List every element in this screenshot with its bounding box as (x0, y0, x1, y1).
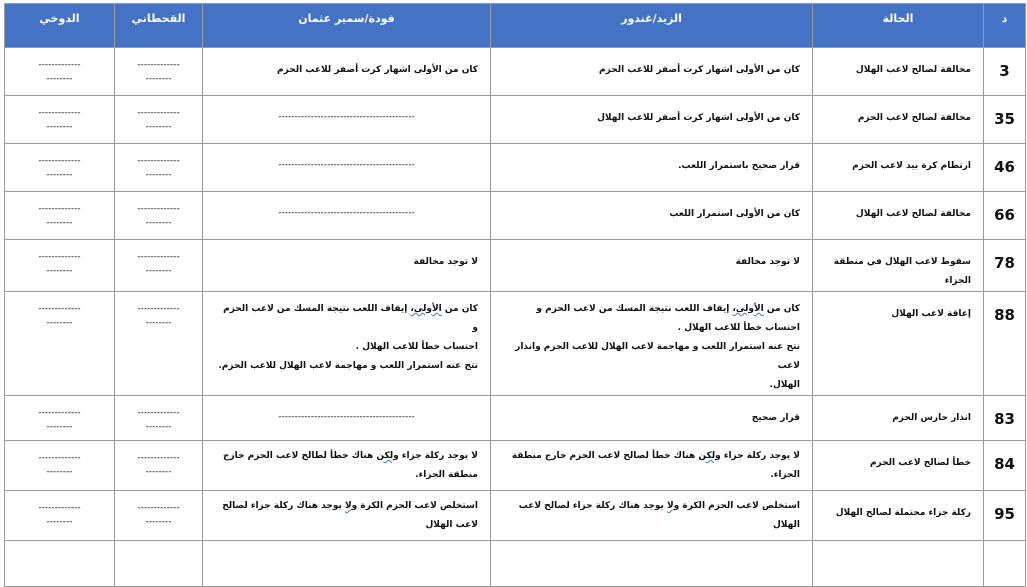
row-fouda: ------------------------------------------ (203, 144, 491, 192)
row-fouda: استخلص لاعب الحزم الكرة ولا يوجد هناك ركلة جزاء لصالح لاعب الهلال (203, 491, 491, 541)
header-zaid: الزيد/غندور (491, 4, 813, 48)
row-case: خطأ لصالح لاعب الحزم (813, 441, 984, 491)
decisions-table-wrapper (4, 3, 1025, 587)
row-fouda: كان من الأولى، إيقاف اللعب نتيجة المسك من لاعب الحزم و احتساب خطأ للاعب الهلال . نتج عنه استمرار اللعب و مهاجمة لاعب الهلال للاعب الحزم. (203, 292, 491, 396)
row-num: 66 (984, 192, 1026, 240)
row-zaid: استخلص لاعب الحزم الكرة ولا يوجد هناك ركلة جزاء لصالح لاعب الهلال (491, 491, 813, 541)
empty-cell (203, 541, 491, 587)
row-zaid: كان من الأولى استمرار اللعب (491, 192, 813, 240)
row-dosari: ------------- -------- (5, 396, 115, 441)
row-qahtani: ------------- -------- (115, 240, 203, 292)
table-row (5, 48, 1026, 96)
row-fouda: كان من الأولى اشهار كرت أصفر للاعب الحزم (203, 48, 491, 96)
row-num: 84 (984, 441, 1026, 491)
header-row (5, 4, 1026, 48)
row-fouda: ------------------------------------------ (203, 192, 491, 240)
row-num: 83 (984, 396, 1026, 441)
table-row (5, 491, 1026, 541)
row-dosari: ------------- -------- (5, 144, 115, 192)
row-dosari: ------------- -------- (5, 441, 115, 491)
row-dosari: ------------- -------- (5, 192, 115, 240)
row-zaid: كان من الأولى، إيقاف اللعب نتيجة المسك من لاعب الحزم و احتساب خطأ للاعب الهلال . نتج عنه استمرار اللعب و مهاجمة لاعب الهلال للاعب الحزم وانذار لاعب الهلال. (491, 292, 813, 396)
row-qahtani: ------------- -------- (115, 396, 203, 441)
header-num: د (984, 4, 1026, 48)
row-qahtani: ------------- -------- (115, 144, 203, 192)
row-zaid: لا يوجد ركلة جزاء ولكن هناك خطأ لصالح لاعب الحزم خارج منطقة الجزاء. (491, 441, 813, 491)
row-num: 88 (984, 292, 1026, 396)
table-row (5, 441, 1026, 491)
row-dosari: ------------- -------- (5, 292, 115, 396)
row-case: انذار حارس الحزم (813, 396, 984, 441)
row-num: 78 (984, 240, 1026, 292)
row-qahtani: ------------- -------- (115, 441, 203, 491)
row-zaid: قرار صحيح (491, 396, 813, 441)
table-row (5, 192, 1026, 240)
header-case: الحالة (813, 4, 984, 48)
row-fouda: لا يوجد ركلة جزاء ولكن هناك خطأ لطالح لاعب الحزم خارج منطقة الجزاء. (203, 441, 491, 491)
empty-cell (115, 541, 203, 587)
row-case: سقوط لاعب الهلال في منطقة الجزاء (813, 240, 984, 292)
table-row (5, 292, 1026, 396)
row-qahtani: ------------- -------- (115, 292, 203, 396)
empty-cell (491, 541, 813, 587)
row-qahtani: ------------- -------- (115, 48, 203, 96)
table-row (5, 96, 1026, 144)
table-row (5, 144, 1026, 192)
table-row (5, 240, 1026, 292)
header-dosari: الدوخي (5, 4, 115, 48)
row-num: 95 (984, 491, 1026, 541)
row-dosari: ------------- -------- (5, 96, 115, 144)
row-qahtani: ------------- -------- (115, 96, 203, 144)
row-fouda: لا توجد مخالفة (203, 240, 491, 292)
row-qahtani: ------------- -------- (115, 491, 203, 541)
row-dosari: ------------- -------- (5, 240, 115, 292)
row-qahtani: ------------- -------- (115, 192, 203, 240)
row-zaid: كان من الأولى اشهار كرت أصفر للاعب الهلال (491, 96, 813, 144)
row-case: ركلة جزاء محتملة لصالح الهلال (813, 491, 984, 541)
row-fouda: ------------------------------------------ (203, 396, 491, 441)
row-case: مخالفة لصالح لاعب الحزم (813, 96, 984, 144)
row-case: مخالفة لصالح لاعب الهلال (813, 192, 984, 240)
row-zaid: كان من الأولى اشهار كرت أصفر للاعب الحزم (491, 48, 813, 96)
row-case: ارتطام كرة بيد لاعب الحزم (813, 144, 984, 192)
row-dosari: ------------- -------- (5, 491, 115, 541)
referee-decisions-table (4, 3, 1026, 587)
empty-cell (813, 541, 984, 587)
row-num: 35 (984, 96, 1026, 144)
row-fouda: ------------------------------------------ (203, 96, 491, 144)
empty-row (5, 541, 1026, 587)
row-num: 3 (984, 48, 1026, 96)
empty-cell (984, 541, 1026, 587)
header-qahtani: القحطاني (115, 4, 203, 48)
row-case: مخالفة لصالح لاعب الهلال (813, 48, 984, 96)
row-num: 46 (984, 144, 1026, 192)
row-case: إعاقة لاعب الهلال (813, 292, 984, 396)
row-dosari: ------------- -------- (5, 48, 115, 96)
row-zaid: قرار صحيح باستمرار اللعب. (491, 144, 813, 192)
table-row (5, 396, 1026, 441)
row-zaid: لا توجد مخالفة (491, 240, 813, 292)
header-fouda: فودة/سمير عثمان (203, 4, 491, 48)
empty-cell (5, 541, 115, 587)
